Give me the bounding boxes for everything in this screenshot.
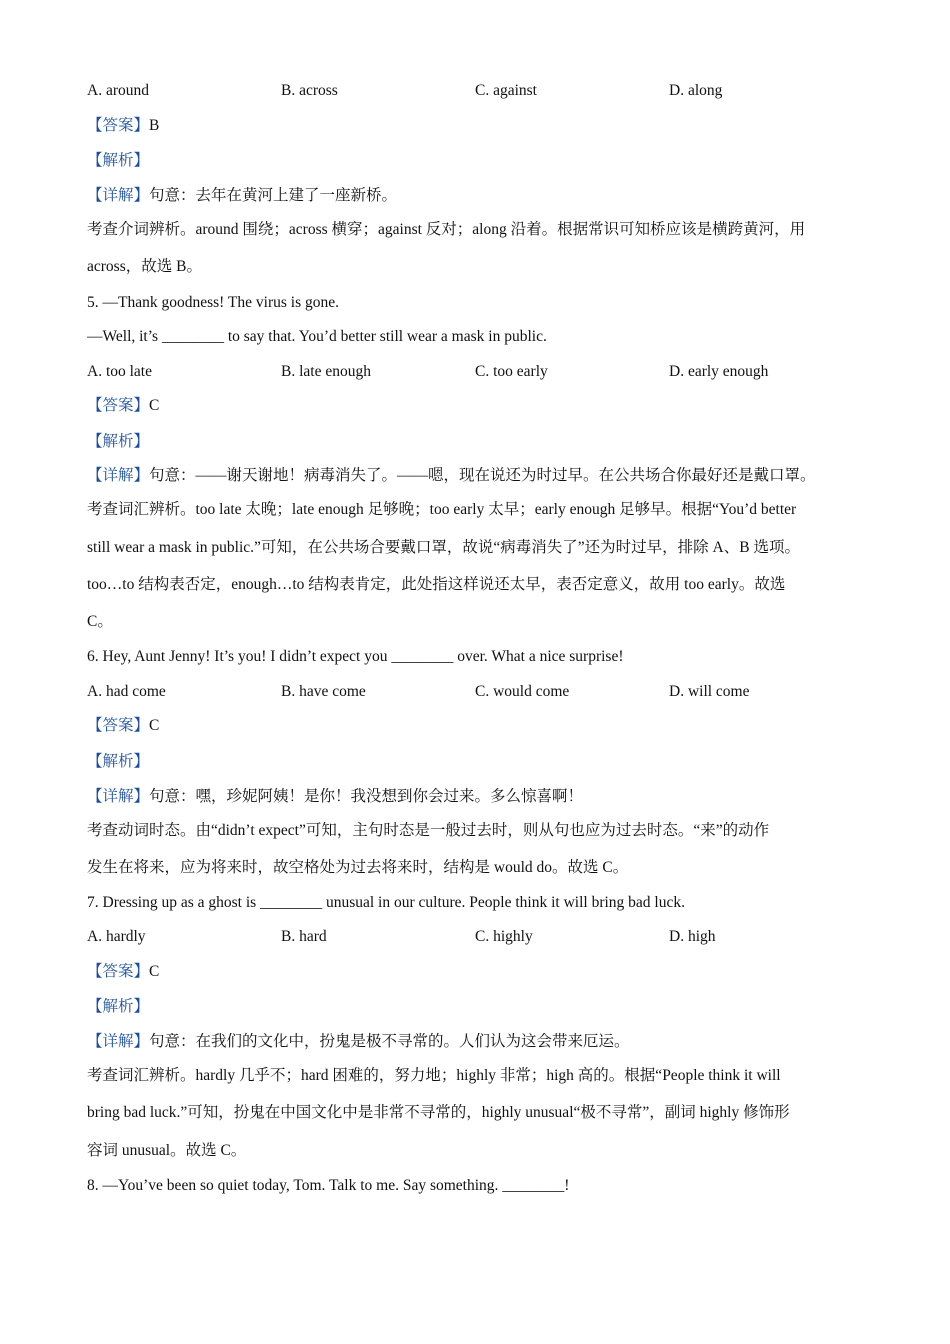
q5-option-a: A. too late bbox=[87, 363, 152, 380]
q4-analysis-label: 【解析】 bbox=[87, 152, 150, 169]
q6-option-b: B. have come bbox=[281, 683, 366, 700]
q5-explain-line: too…to 结构表否定，enough…to 结构表肯定，此处指这样说还太早，表否定意义，故用 too early。故选 bbox=[87, 576, 786, 593]
q7-option-d: D. high bbox=[669, 928, 716, 945]
q5-option-c: C. too early bbox=[475, 363, 548, 380]
q4-detail: 【详解】句意：去年在黄河上建了一座新桥。 bbox=[87, 187, 398, 204]
q4-option-d: D. along bbox=[669, 82, 723, 99]
q4-explain-line: across，故选 B。 bbox=[87, 258, 202, 275]
q6-option-d: D. will come bbox=[669, 683, 750, 700]
q4-option-b: B. across bbox=[281, 82, 338, 99]
q5-option-b: B. late enough bbox=[281, 363, 371, 380]
q4-option-c: C. against bbox=[475, 82, 537, 99]
q6-explain-line: 考查动词时态。由“didn’t expect”可知，主句时态是一般过去时，则从句也应为过去时态。“来”的动作 bbox=[87, 822, 770, 839]
q6-option-c: C. would come bbox=[475, 683, 570, 700]
q6-explain-line: 发生在将来，应为将来时，故空格处为过去将来时，结构是 would do。故选 C。 bbox=[87, 859, 629, 876]
q6-stem: 6. Hey, Aunt Jenny! It’s you! I didn’t expect you ________ over. What a nice surprise! bbox=[87, 648, 624, 665]
q5-detail: 【详解】句意：——谢天谢地！病毒消失了。——嗯，现在说还为时过早。在公共场合你最好还是戴口罩。 bbox=[87, 467, 816, 484]
q4-options bbox=[87, 81, 887, 101]
q7-analysis-label: 【解析】 bbox=[87, 998, 150, 1015]
q7-options bbox=[87, 927, 887, 947]
q7-detail: 【详解】句意：在我们的文化中，扮鬼是极不寻常的。人们认为这会带来厄运。 bbox=[87, 1033, 630, 1050]
q5-option-d: D. early enough bbox=[669, 363, 769, 380]
q5-stem: —Well, it’s ________ to say that. You’d better still wear a mask in public. bbox=[87, 328, 547, 345]
q7-explain-line: 容词 unusual。故选 C。 bbox=[87, 1142, 247, 1159]
q5-explain-line: 考查词汇辨析。too late 太晚；late enough 足够晚；too early 太早；early enough 足够早。根据“You’d better bbox=[87, 501, 797, 518]
q6-options bbox=[87, 682, 887, 702]
q6-analysis-label: 【解析】 bbox=[87, 753, 150, 770]
q7-stem: 7. Dressing up as a ghost is ________ unusual in our culture. People think it will bring bad luck. bbox=[87, 894, 685, 911]
q7-answer: 【答案】C bbox=[87, 963, 160, 980]
q4-answer: 【答案】B bbox=[87, 117, 160, 134]
q5-options bbox=[87, 362, 887, 382]
q7-explain-line: 考查词汇辨析。hardly 几乎不；hard 困难的，努力地；highly 非常；high 高的。根据“People think it will bbox=[87, 1067, 781, 1084]
q4-option-a: A. around bbox=[87, 82, 149, 99]
q6-detail: 【详解】句意：嘿，珍妮阿姨！是你！我没想到你会过来。多么惊喜啊！ bbox=[87, 788, 584, 805]
q7-option-c: C. highly bbox=[475, 928, 533, 945]
q7-explain-line: bring bad luck.”可知，扮鬼在中国文化中是非常不寻常的，highly unusual“极不寻常”，副词 highly 修饰形 bbox=[87, 1104, 790, 1121]
q6-answer: 【答案】C bbox=[87, 717, 160, 734]
answer-label: 【答案】 bbox=[87, 117, 150, 134]
q4-explain-line: 考查介词辨析。around 围绕；across 横穿；against 反对；along 沿着。根据常识可知桥应该是横跨黄河，用 bbox=[87, 221, 806, 238]
q7-option-b: B. hard bbox=[281, 928, 327, 945]
q7-option-a: A. hardly bbox=[87, 928, 146, 945]
q8-stem: 8. —You’ve been so quiet today, Tom. Talk to me. Say something. ________! bbox=[87, 1177, 570, 1194]
q6-option-a: A. had come bbox=[87, 683, 166, 700]
q5-stem: 5. —Thank goodness! The virus is gone. bbox=[87, 294, 339, 311]
q5-explain-line: still wear a mask in public.”可知，在公共场合要戴口罩，故说“病毒消失了”还为时过早，排除 A、B 选项。 bbox=[87, 539, 800, 556]
q5-explain-line: C。 bbox=[87, 613, 113, 630]
q5-answer: 【答案】C bbox=[87, 397, 160, 414]
q5-analysis-label: 【解析】 bbox=[87, 433, 150, 450]
